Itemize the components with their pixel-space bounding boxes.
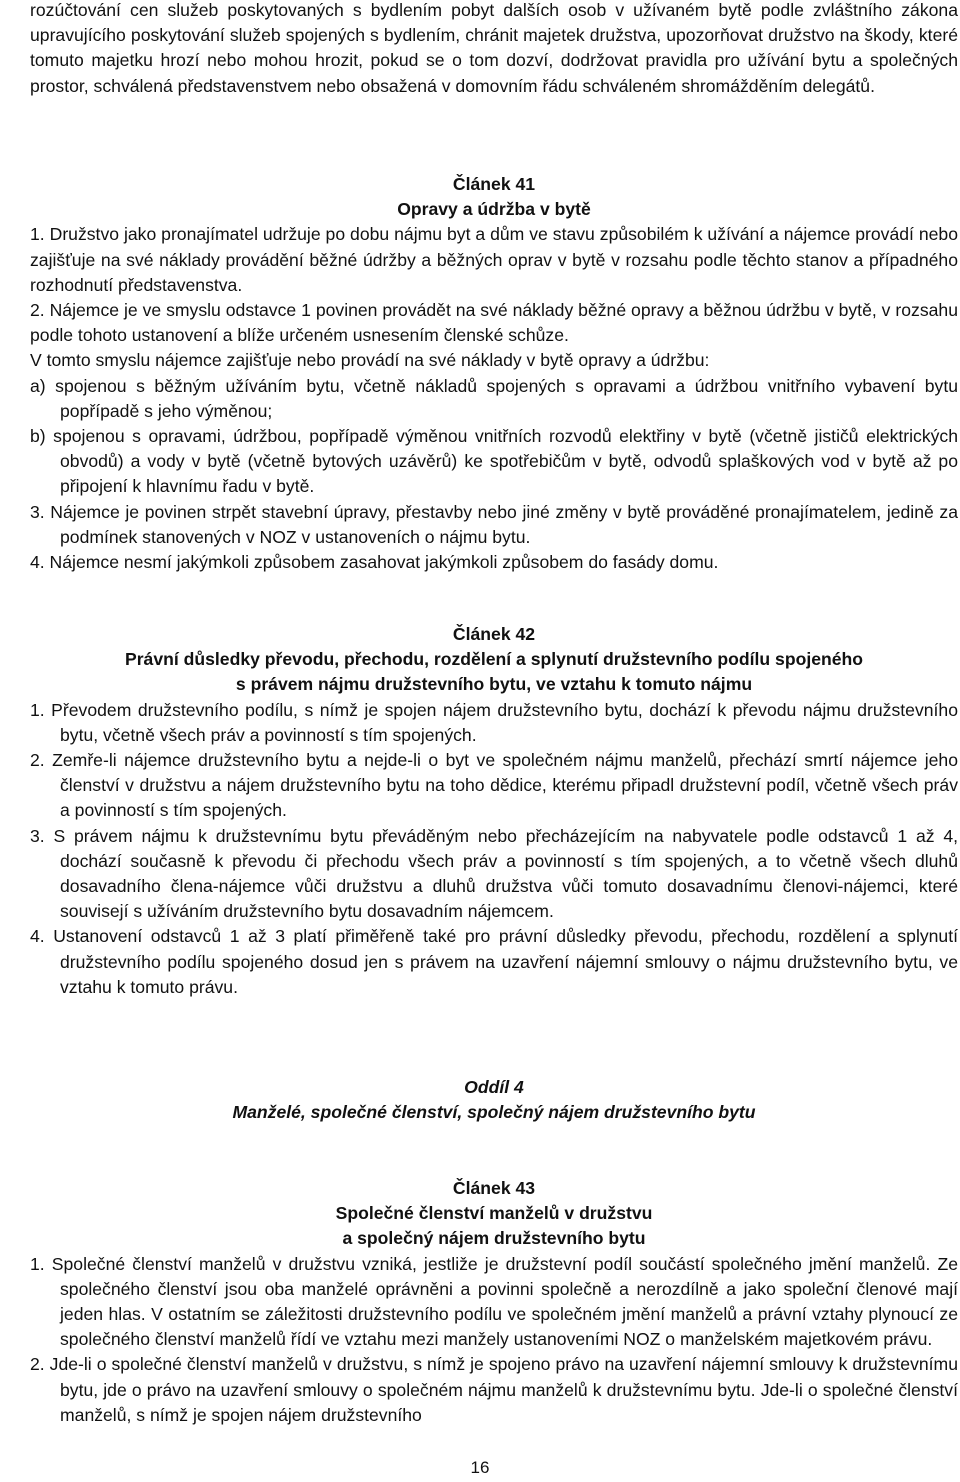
- article-subtitle: a společný nájem družstevního bytu: [342, 1228, 646, 1249]
- section-subtitle: Manželé, společné členství, společný nájem družstevního bytu: [232, 1102, 756, 1123]
- article-title: Článek 43: [452, 1178, 536, 1198]
- paragraph: 3. Nájemce je povinen strpět stavební úpravy, přestavby nebo jiné změny v bytě prováděné pronajímatelem, jedině za podmínek stanovených v NOZ v ustanoveních o nájmu bytu.: [30, 501, 958, 547]
- article-title: Článek 41: [452, 174, 536, 194]
- article-subtitle: Společné členství manželů v družstvu: [335, 1203, 653, 1224]
- paragraph: 3. S právem nájmu k družstevnímu bytu převáděným nebo přecházejícím na nabyvatele podle odstavců 1 až 4, dochází současně k převodu či přechodu všech práv a povinností s tím spojených, a to včetně všech dluhů dosavadního člena-nájemce vůči družstvu a dluhů družstva vůči tomuto dosavadnímu členovi-nájemci, které souvisejí s užíváním družstevního bytu dosavadním nájemcem.: [30, 825, 958, 922]
- list-item: a) spojenou s běžným užíváním bytu, včetně nákladů spojených s opravami a údržbou vnitřního vybavení bytu popřípadě s jeho výměnou;: [30, 375, 958, 421]
- paragraph: rozúčtování cen služeb poskytovaných s bydlením pobyt dalších osob v užívaném bytě podle zvláštního zákona upravujícího poskytování služeb spojených s bydlením, chránit majetek družstva, upozorňovat družstvo na škody, které tomuto majetku hrozí nebo mohou hrozit, pokud se o tom dozví, dodržovat pravidla pro užívání bytu a společných prostor, schválená představenstvem nebo obsažená v domovním řádu schváleném shromážděním delegátů.: [30, 0, 958, 96]
- article-subtitle: s právem nájmu družstevního bytu, ve vztahu k tomuto nájmu: [235, 674, 753, 695]
- article-subtitle: Opravy a údržba v bytě: [397, 199, 591, 220]
- paragraph: 1. Družstvo jako pronajímatel udržuje po dobu nájmu byt a dům ve stavu způsobilém k užívání a nájemce provádí nebo zajišťuje na své náklady provádění běžné údržby a běžných oprav v bytě v rozsahu podle těchto stanov a případného rozhodnutí představenstva.: [30, 224, 958, 295]
- paragraph: 2. Zemře-li nájemce družstevního bytu a nejde-li o byt ve společném nájmu manželů, přechází smrtí nájemce jeho členství v družstvu a nájem družstevního bytu na toho dědice, kterému připadl družstevní podíl, včetně všech práv a povinností s tím spojených.: [30, 750, 958, 821]
- list-item: b) spojenou s opravami, údržbou, popřípadě výměnou vnitřních rozvodů elektřiny v bytě (včetně jističů elektrických obvodů) a vody v bytě (včetně bytových uzávěrů) ke spotřebičům v bytě, odvodů splaškových vod v bytě až po připojení k hlavnímu řadu v bytě.: [30, 426, 958, 497]
- article-41: [30, 172, 958, 575]
- paragraph: 4. Ustanovení odstavců 1 až 3 platí přiměřeně také pro právní důsledky převodu, přechodu, rozdělení a splynutí družstevního podílu spojeného dosud jen s právem na uzavření nájemní smlouvy o nájmu družstevního bytu, ve vztahu k tomuto právu.: [30, 926, 958, 997]
- article-43: [30, 1176, 958, 1428]
- paragraph: V tomto smyslu nájemce zajišťuje nebo provádí na své náklady v bytě opravy a údržbu:: [30, 350, 710, 371]
- previous-article-continuation: [30, 0, 958, 99]
- paragraph: 2. Jde-li o společné členství manželů v družstvu, s nímž je spojeno právo na uzavření nájemní smlouvy k družstevnímu bytu, jde o právo na uzavření smlouvy o společném nájmu manželů k družstevnímu bytu. Jde-li o společné členství manželů, s nímž je spojen nájem družstevního: [30, 1354, 958, 1425]
- article-42: [30, 622, 958, 1000]
- paragraph: 4. Nájemce nesmí jakýmkoli způsobem zasahovat jakýmkoli způsobem do fasády domu.: [30, 552, 719, 573]
- article-title: Článek 42: [452, 624, 536, 644]
- paragraph: 1. Společné členství manželů v družstvu vzniká, jestliže je družstevní podíl součástí společného jmění manželů. Ze společného členství jsou oba manželé oprávněni a povinni společně a nerozdílně a jako společní členové mají jeden hlas. V ostatním se záležitosti družstevního podílu ve společném jmění manželů a právní vztahy plynoucí ze společného členství manželů řídí ve vztahu mezi manžely ustanoveními NOZ o manželském majetkovém právu.: [30, 1253, 958, 1350]
- article-subtitle: Právní důsledky převodu, přechodu, rozdělení a splynutí družstevního podílu spojeného: [124, 649, 864, 670]
- page-number: 16: [470, 1458, 490, 1477]
- section-4: [30, 1075, 958, 1125]
- section-title: Oddíl 4: [464, 1077, 524, 1097]
- paragraph: 1. Převodem družstevního podílu, s nímž je spojen nájem družstevního bytu, dochází k převodu nájmu družstevního bytu, včetně všech práv a povinností s tím spojených.: [30, 699, 958, 745]
- paragraph: 2. Nájemce je ve smyslu odstavce 1 povinen provádět na své náklady běžné opravy a běžnou údržbu v bytě, v rozsahu podle tohoto ustanovení a blíže určeném usnesením členské schůze.: [30, 300, 958, 346]
